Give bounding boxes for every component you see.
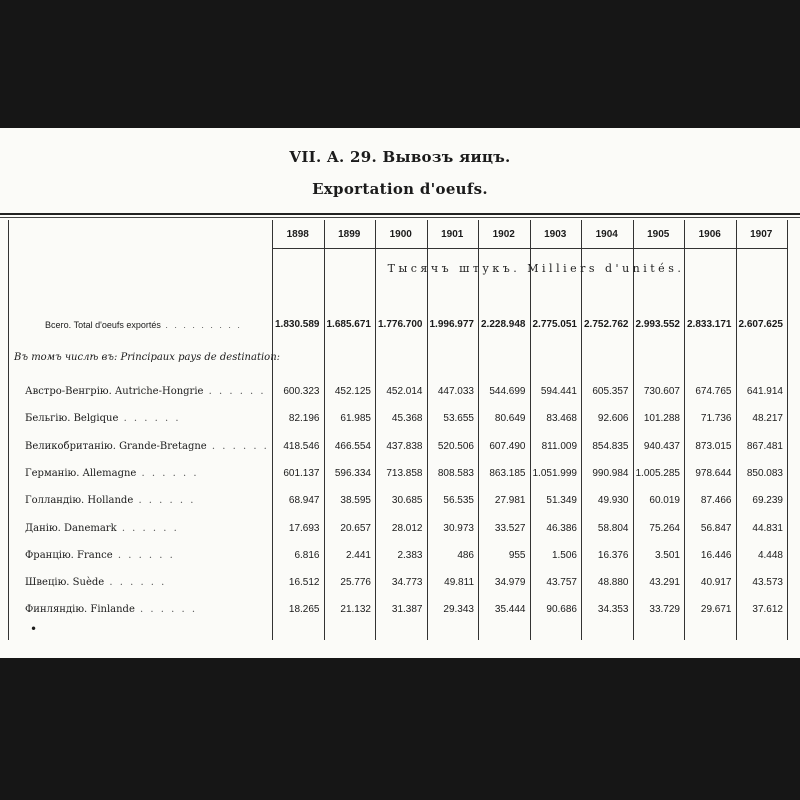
leader-dots: . . . . . . xyxy=(104,577,167,589)
data-cell: 43.291 xyxy=(649,577,680,589)
data-cell: 452.125 xyxy=(334,386,371,397)
total-cell: 1.996.977 xyxy=(429,319,474,330)
data-cell: 20.657 xyxy=(340,522,371,534)
year-header: 1900 xyxy=(389,229,412,240)
data-cell: 2.441 xyxy=(345,549,371,561)
left-border xyxy=(8,220,9,640)
data-cell: 808.583 xyxy=(437,467,474,479)
country-label xyxy=(25,494,195,508)
data-cell: 811.009 xyxy=(541,440,577,452)
data-cell: 873.015 xyxy=(695,440,732,452)
data-cell: 16.376 xyxy=(597,549,629,561)
country-name: Данію. Danemark xyxy=(25,522,117,534)
data-cell: 437.838 xyxy=(386,440,423,452)
data-cell: 58.804 xyxy=(597,522,629,534)
data-cell: 940.437 xyxy=(643,440,680,452)
data-cell: 601.137 xyxy=(283,467,320,479)
data-cell: 45.368 xyxy=(391,413,423,425)
data-cell: 607.490 xyxy=(489,440,526,452)
data-cell: 486 xyxy=(457,549,474,561)
data-cell: 33.729 xyxy=(649,604,680,616)
data-cell: 34.773 xyxy=(391,577,423,589)
leader-dots: . . . . . . xyxy=(118,413,181,425)
year-header: 1904 xyxy=(595,229,618,240)
country-label xyxy=(25,603,197,617)
data-cell: 34.353 xyxy=(597,604,629,616)
year-header: 1907 xyxy=(750,229,773,240)
total-cell: 2.775.051 xyxy=(532,319,577,330)
data-cell: 40.917 xyxy=(700,577,732,589)
leader-dots: . . . . . . xyxy=(206,440,269,452)
data-cell: 713.858 xyxy=(386,467,423,479)
data-cell: 51.349 xyxy=(546,495,577,507)
data-cell: 28.012 xyxy=(391,522,423,534)
data-cell: 38.595 xyxy=(340,495,371,507)
total-cell: 2.607.625 xyxy=(738,319,783,330)
data-cell: 418.546 xyxy=(283,440,320,452)
data-cell: 46.386 xyxy=(546,522,577,534)
top-rule xyxy=(0,213,800,215)
data-cell: 955 xyxy=(508,549,526,561)
data-cell: 35.444 xyxy=(494,604,526,616)
country-label xyxy=(25,467,199,481)
data-cell: 29.671 xyxy=(700,604,732,616)
total-cell: 2.228.948 xyxy=(481,319,526,330)
data-cell: 82.196 xyxy=(288,413,320,425)
data-cell: 452.014 xyxy=(386,386,423,397)
data-cell: 18.265 xyxy=(288,604,320,616)
data-cell: 600.323 xyxy=(283,386,320,397)
data-cell: 43.573 xyxy=(752,577,783,589)
data-cell: 2.383 xyxy=(397,549,423,561)
data-cell: 80.649 xyxy=(494,413,526,425)
data-cell: 990.984 xyxy=(592,467,629,479)
leader-dots: . . . . . . xyxy=(203,386,266,397)
unit-label: Тысячъ штукъ. Milliers d'unités. xyxy=(387,262,685,275)
data-cell: 34.979 xyxy=(494,577,526,589)
country-name: Финляндію. Finlande xyxy=(25,604,135,616)
data-cell: 1.506 xyxy=(551,549,577,561)
country-label xyxy=(25,412,181,426)
country-name: Францію. France xyxy=(25,549,113,561)
data-cell: 21.132 xyxy=(340,604,371,616)
data-cell: 25.776 xyxy=(340,577,371,589)
leader-dots: . . . . . . xyxy=(112,549,175,561)
data-cell: 83.468 xyxy=(546,413,577,425)
year-header: 1906 xyxy=(698,229,721,240)
top-rule-thin xyxy=(0,217,800,218)
data-cell: 33.527 xyxy=(494,522,526,534)
data-cell: 92.606 xyxy=(597,413,629,425)
data-cell: 101.288 xyxy=(643,413,680,425)
year-header: 1905 xyxy=(647,229,670,240)
data-cell: 53.655 xyxy=(443,413,474,425)
data-cell: 30.685 xyxy=(391,495,423,507)
header-divider xyxy=(272,248,787,249)
data-cell: 30.973 xyxy=(443,522,474,534)
year-header: 1898 xyxy=(286,229,309,240)
data-cell: 4.448 xyxy=(757,549,783,561)
leader-dots: . . . . . . xyxy=(136,467,199,479)
data-cell: 16.446 xyxy=(700,549,732,561)
year-header: 1899 xyxy=(338,229,361,240)
data-cell: 37.612 xyxy=(752,604,783,616)
document-page xyxy=(0,128,800,658)
data-cell: 520.506 xyxy=(437,440,474,452)
data-cell: 605.357 xyxy=(592,386,629,397)
data-cell: 17.693 xyxy=(288,522,320,534)
data-cell: 544.699 xyxy=(489,386,526,397)
country-name: Швецію. Suède xyxy=(25,577,105,589)
country-label xyxy=(25,549,175,563)
data-cell: 978.644 xyxy=(695,467,732,479)
data-cell: 27.981 xyxy=(494,495,526,507)
title-french: Exportation d'oeufs. xyxy=(312,180,488,198)
footer-mark: • xyxy=(30,622,38,636)
country-name: Бельгію. Belgique xyxy=(25,413,119,425)
data-cell: 1.005.285 xyxy=(635,467,680,479)
data-cell: 863.185 xyxy=(489,467,526,479)
data-cell: 29.343 xyxy=(443,604,474,616)
data-cell: 87.466 xyxy=(700,495,732,507)
country-name: Великобританію. Grande-Bretagne xyxy=(25,440,207,452)
data-cell: 31.387 xyxy=(391,604,423,616)
year-header: 1903 xyxy=(544,229,567,240)
total-cell: 2.993.552 xyxy=(635,319,680,330)
data-cell: 850.083 xyxy=(746,467,783,479)
data-cell: 49.811 xyxy=(444,577,474,589)
data-cell: 71.736 xyxy=(700,413,732,425)
country-label xyxy=(25,522,179,536)
data-cell: 43.757 xyxy=(546,577,577,589)
data-cell: 854.835 xyxy=(592,440,629,452)
data-cell: 56.535 xyxy=(443,495,474,507)
data-cell: 466.554 xyxy=(334,440,371,452)
data-cell: 594.441 xyxy=(540,386,577,397)
total-label-text: Всего. Total d'oeufs exportés xyxy=(45,320,161,330)
data-cell: 90.686 xyxy=(546,604,577,616)
country-label xyxy=(25,385,266,399)
data-cell: 68.947 xyxy=(288,495,320,507)
data-cell: 6.816 xyxy=(294,549,320,561)
data-cell: 75.264 xyxy=(649,522,680,534)
data-cell: 674.765 xyxy=(695,386,732,397)
data-cell: 44.831 xyxy=(752,522,783,534)
data-cell: 48.217 xyxy=(752,413,783,425)
total-label xyxy=(45,318,242,332)
country-label xyxy=(25,576,166,590)
data-cell: 48.880 xyxy=(597,577,629,589)
data-cell: 1.051.999 xyxy=(532,467,577,479)
country-name: Австро-Венгрію. Autriche-Hongrie xyxy=(25,386,204,397)
data-cell: 867.481 xyxy=(746,440,783,452)
leader-dots: . . . . . . xyxy=(116,522,179,534)
country-label xyxy=(25,440,269,454)
data-cell: 3.501 xyxy=(654,549,680,561)
column-divider xyxy=(787,220,788,640)
leader-dots: . . . . . . xyxy=(134,604,198,616)
total-cell: 1.776.700 xyxy=(378,319,423,330)
title-russian: VII. A. 29. Вывозъ яицъ. xyxy=(289,148,511,166)
data-cell: 56.847 xyxy=(700,522,732,534)
leader-dots: . . . . . . . . . xyxy=(160,320,242,330)
subheading: Въ томъ числѣ въ: Principaux pays de destination: xyxy=(14,352,281,363)
data-cell: 16.512 xyxy=(288,577,320,589)
data-cell: 447.033 xyxy=(437,386,474,397)
total-cell: 2.752.762 xyxy=(584,319,629,330)
year-header: 1901 xyxy=(441,229,464,240)
total-cell: 2.833.171 xyxy=(687,319,732,330)
data-cell: 730.607 xyxy=(643,386,680,397)
year-header: 1902 xyxy=(492,229,515,240)
leader-dots: . . . . . . xyxy=(133,495,196,507)
data-cell: 49.930 xyxy=(597,495,629,507)
total-cell: 1.685.671 xyxy=(326,319,371,330)
data-cell: 60.019 xyxy=(649,495,680,507)
data-cell: 69.239 xyxy=(752,495,783,507)
total-cell: 1.830.589 xyxy=(275,319,320,330)
data-cell: 596.334 xyxy=(334,467,371,479)
country-name: Голландію. Hollande xyxy=(25,495,134,507)
data-cell: 61.985 xyxy=(340,413,371,425)
country-name: Германію. Allemagne xyxy=(25,467,137,479)
data-cell: 641.914 xyxy=(746,386,783,397)
